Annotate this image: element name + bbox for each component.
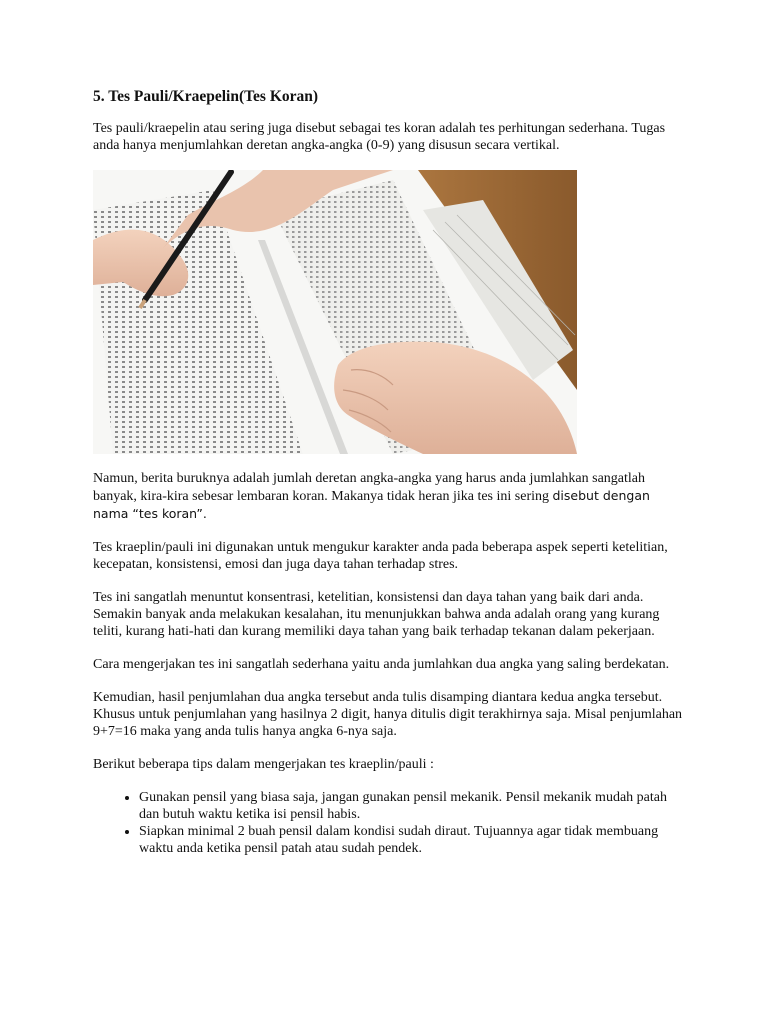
paragraph-tips-intro: Berikut beberapa tips dalam mengerjakan tes kraeplin/pauli : xyxy=(93,757,434,772)
document-page xyxy=(93,86,683,857)
tip-item: • Siapkan minimal 2 buah pensil dalam kondisi sudah diraut. Tujuannya agar tidak membuang waktu anda ketika pensil patah atau sudah pendek. xyxy=(139,823,683,857)
paragraph-newspaper-tail: disebut dengan nama “tes koran”. xyxy=(93,488,650,521)
paragraph-purpose: Tes kraeplin/pauli ini digunakan untuk mengukur karakter anda pada beberapa aspek seperti ketelitian, kecepatan, konsistensi, emosi dan juga daya tahan terhadap stres. xyxy=(93,540,668,572)
kraepelin-test-photo xyxy=(93,170,577,454)
section-heading: 5. Tes Pauli/Kraepelin(Tes Koran) xyxy=(93,88,319,105)
paragraph-demands: Tes ini sangatlah menuntut konsentrasi, ketelitian, konsistensi dan daya tahan yang baik dari anda. Semakin banyak anda melakukan kesalahan, itu menunjukkan bahwa anda adalah orang yang kurang teliti, kurang hati-hati dan kurang memiliki daya tahan yang baik terhadap tekanan dalam pekerjaan. xyxy=(93,590,660,639)
photo-illustration xyxy=(93,170,577,454)
paragraph-example: Kemudian, hasil penjumlahan dua angka tersebut anda tulis disamping diantara kedua angka tersebut. Khusus untuk penjumlahan yang hasilnya 2 digit, hanya ditulis digit terakhirnya saja. Misal penjumlahan 9+7=16 maka yang anda tulis hanya angka 6-nya saja. xyxy=(93,690,683,739)
paragraph-method: Cara mengerjakan tes ini sangatlah sederhana yaitu anda jumlahkan dua angka yang saling berdekatan. xyxy=(93,657,670,672)
intro-paragraph: Tes pauli/kraepelin atau sering juga disebut sebagai tes koran adalah tes perhitungan sederhana. Tugas anda hanya menjumlahkan deretan angka-angka (0-9) yang disusun secara vertikal. xyxy=(93,121,666,153)
tip-item: • Gunakan pensil yang biasa saja, jangan gunakan pensil mekanik. Pensil mekanik mudah patah dan butuh waktu ketika isi pensil habis. xyxy=(139,789,683,823)
paragraph-newspaper xyxy=(93,470,683,523)
paragraph-newspaper-main: Namun, berita buruknya adalah jumlah deretan angka-angka yang harus anda jumlahkan sangatlah banyak, kira-kira sebesar lembaran koran. Makanya tidak heran jika tes ini sering xyxy=(93,471,646,504)
tips-list xyxy=(93,789,683,857)
